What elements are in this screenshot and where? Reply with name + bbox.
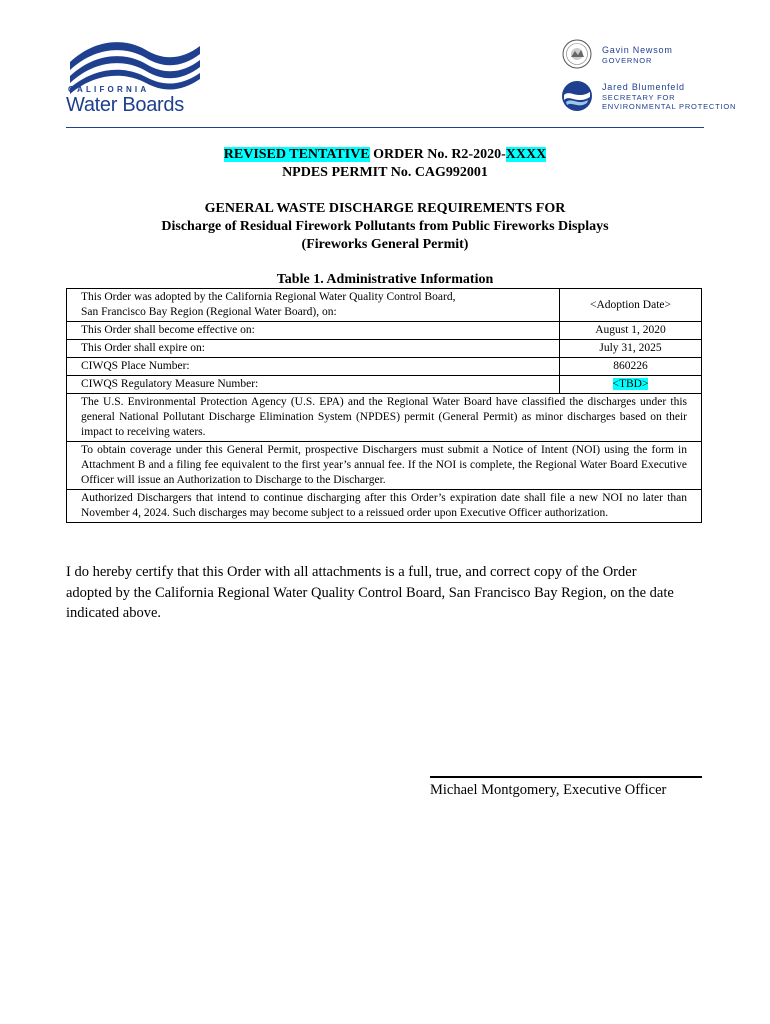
table-row	[67, 289, 701, 322]
effective-label: This Order shall become effective on:	[67, 322, 560, 339]
table-row	[67, 394, 701, 442]
expire-value: July 31, 2025	[599, 342, 662, 354]
place-number-value: 860226	[613, 360, 648, 372]
administrative-info-table	[66, 288, 702, 523]
logo-state-text: CALIFORNIA	[68, 85, 150, 94]
table-row	[67, 490, 701, 522]
table-row	[67, 358, 701, 376]
secretary-title-line2: ENVIRONMENTAL PROTECTION	[602, 102, 737, 111]
order-title	[0, 147, 770, 163]
adoption-date-value: <Adoption Date>	[590, 298, 671, 311]
adopted-label-line1: This Order was adopted by the California Regional Water Quality Control Board,	[81, 291, 456, 303]
renewal-paragraph: Authorized Dischargers that intend to continue discharging after this Order’s expiration date shall file a new NOI no later than November 4, 2024. Such discharges may become subject to a reissued order upon Executive Officer authorization.	[81, 492, 687, 519]
adopted-label-line2: San Francisco Bay Region (Regional Water Board), on:	[81, 306, 337, 318]
coverage-paragraph: To obtain coverage under this General Permit, prospective Dischargers must submit a Notice of Intent (NOI) using the form in Attachment B and a filing fee equivalent to the first year’s annual fee. If the NOI is complete, the Regional Water Board Executive Officer will issue an Authorization to Discharge to the Discharger.	[81, 444, 687, 486]
california-seal-icon	[562, 39, 592, 69]
table-label-cell	[67, 289, 560, 321]
secretary-name: Jared Blumenfeld	[602, 82, 685, 92]
table-caption: Table 1. Administrative Information	[276, 272, 494, 287]
table-row	[67, 340, 701, 358]
logo-name-text: Water Boards	[66, 94, 184, 116]
signatory-name: Michael Montgomery, Executive Officer	[430, 782, 667, 798]
table-row	[67, 376, 701, 394]
classification-paragraph: The U.S. Environmental Protection Agency (U.S. EPA) and the Regional Water Board have classified the discharges under this general National Pollutant Discharge Elimination System (NPDES) permit (General Permit) as minor discharges based on their impact to receiving waters.	[81, 396, 687, 438]
calepa-logo-icon	[561, 80, 593, 112]
table-row	[67, 322, 701, 340]
tbd-highlight: <TBD>	[612, 378, 649, 390]
effective-value: August 1, 2020	[595, 324, 666, 336]
certification-statement: I do hereby certify that this Order with all attachments is a full, true, and correct copy of the Order adopted by the California Regional Water Quality Control Board, San Francisco Bay Region, on the date indicated above.	[66, 564, 674, 621]
governor-title: GOVERNOR	[602, 56, 653, 65]
signature-line	[430, 776, 702, 778]
order-number: ORDER No. R2-2020-	[369, 147, 506, 162]
secretary-title-line1: SECRETARY FOR	[602, 93, 676, 102]
permit-short-name: (Fireworks General Permit)	[301, 237, 469, 252]
measure-number-value	[560, 376, 701, 393]
requirements-subject: Discharge of Residual Firework Pollutants from Public Fireworks Displays	[161, 219, 609, 234]
place-number-label: CIWQS Place Number:	[67, 358, 560, 375]
requirements-heading: GENERAL WASTE DISCHARGE REQUIREMENTS FOR	[204, 201, 566, 216]
table-row	[67, 442, 701, 490]
measure-number-label: CIWQS Regulatory Measure Number:	[67, 376, 560, 393]
permit-number: NPDES PERMIT No. CAG992001	[282, 165, 488, 180]
header-rule	[66, 127, 704, 128]
expire-label: This Order shall expire on:	[67, 340, 560, 357]
revised-tentative-highlight: REVISED TENTATIVE	[223, 147, 370, 162]
governor-name: Gavin Newsom	[602, 45, 673, 55]
order-suffix-highlight: XXXX	[505, 147, 547, 162]
